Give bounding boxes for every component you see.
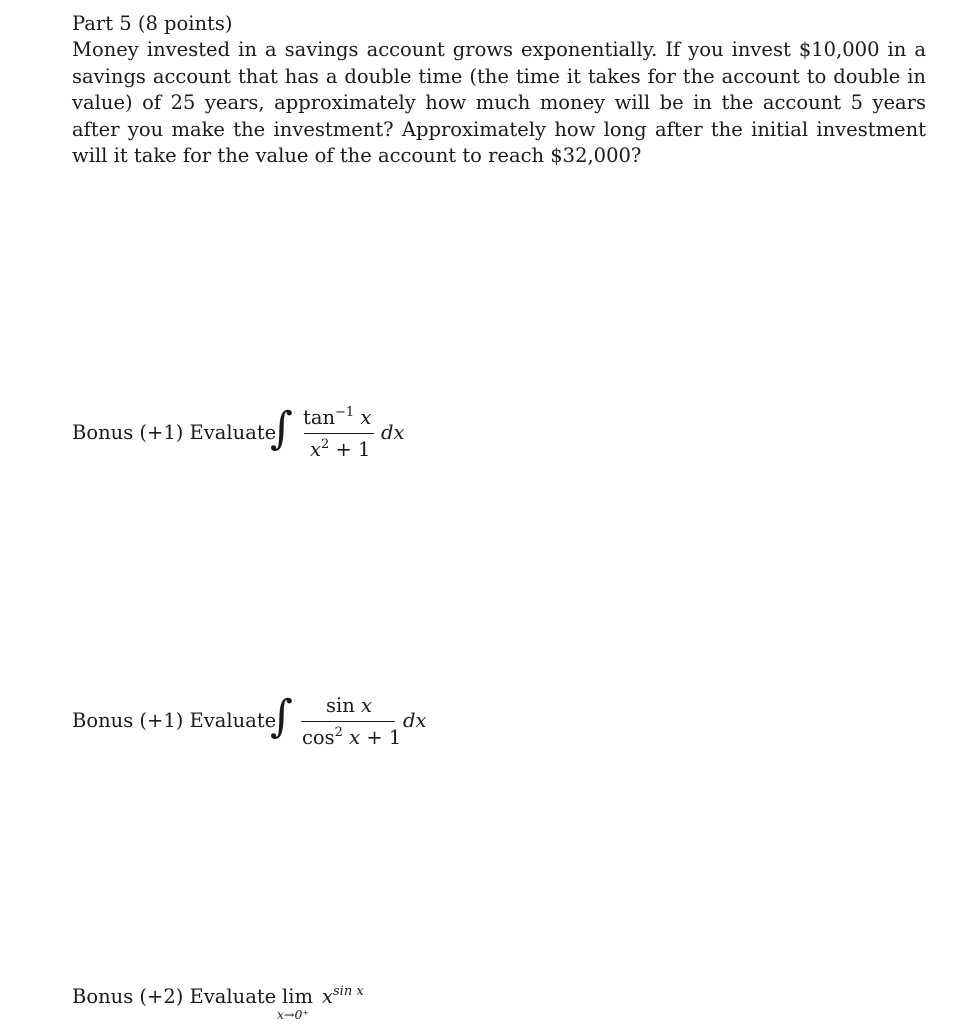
bonus3-label: Bonus (+2) Evaluate (72, 985, 277, 1008)
bonus1-section (72, 400, 472, 470)
bonus3-lim-subscript: x→0⁺ (277, 1007, 310, 1022)
bonus3-section (72, 970, 452, 1024)
bonus1-numerator-func: tan (303, 406, 336, 429)
bonus2-section (72, 688, 492, 758)
bonus1-denominator (310, 438, 370, 461)
bonus1-denominator-rest: + 1 (329, 438, 371, 461)
bonus2-denominator (302, 726, 401, 749)
bonus3-expression (322, 985, 364, 1008)
bonus1-numerator (303, 406, 371, 429)
bonus1-fraction-bar (304, 433, 374, 434)
bonus2-numerator-func: sin (326, 694, 362, 717)
bonus2-denominator-rest: + 1 (360, 726, 402, 749)
bonus2-differential: dx (403, 709, 427, 732)
bonus2-integral-sign: ∫ (270, 691, 293, 742)
bonus3-base: x (322, 985, 333, 1008)
bonus1-numerator-exponent: −1 (335, 405, 355, 420)
bonus2-denominator-exponent: 2 (334, 725, 343, 740)
bonus1-differential: dx (381, 421, 405, 444)
bonus1-integral-sign: ∫ (270, 403, 293, 454)
bonus2-denominator-func: cos (302, 726, 335, 749)
bonus2-label: Bonus (+1) Evaluate (72, 709, 277, 732)
bonus2-numerator-var: x (361, 694, 373, 717)
bonus3-exponent: sin x (333, 984, 364, 999)
bonus1-numerator-var: x (360, 406, 372, 429)
part5-question-text: Money invested in a savings account grows exponentially. If you invest $10,000 in a savings account that has a double time (the time it takes for the account to double in value) of 25 years, approximately how much money will be in the account 5 years after you make the investment? Approximately how long after the initial investment will it take for the value of the account to reach $32,000? (72, 38, 926, 168)
part5-title: Part 5 (8 points) (72, 12, 233, 35)
bonus2-fraction-bar (301, 721, 395, 722)
bonus2-denominator-var: x (342, 726, 361, 749)
bonus1-label: Bonus (+1) Evaluate (72, 421, 277, 444)
bonus3-lim-word: lim (282, 985, 313, 1008)
bonus2-numerator (326, 694, 372, 717)
bonus1-denominator-exponent: 2 (321, 437, 330, 452)
bonus1-denominator-var: x (310, 438, 321, 461)
part5-section (72, 11, 926, 169)
